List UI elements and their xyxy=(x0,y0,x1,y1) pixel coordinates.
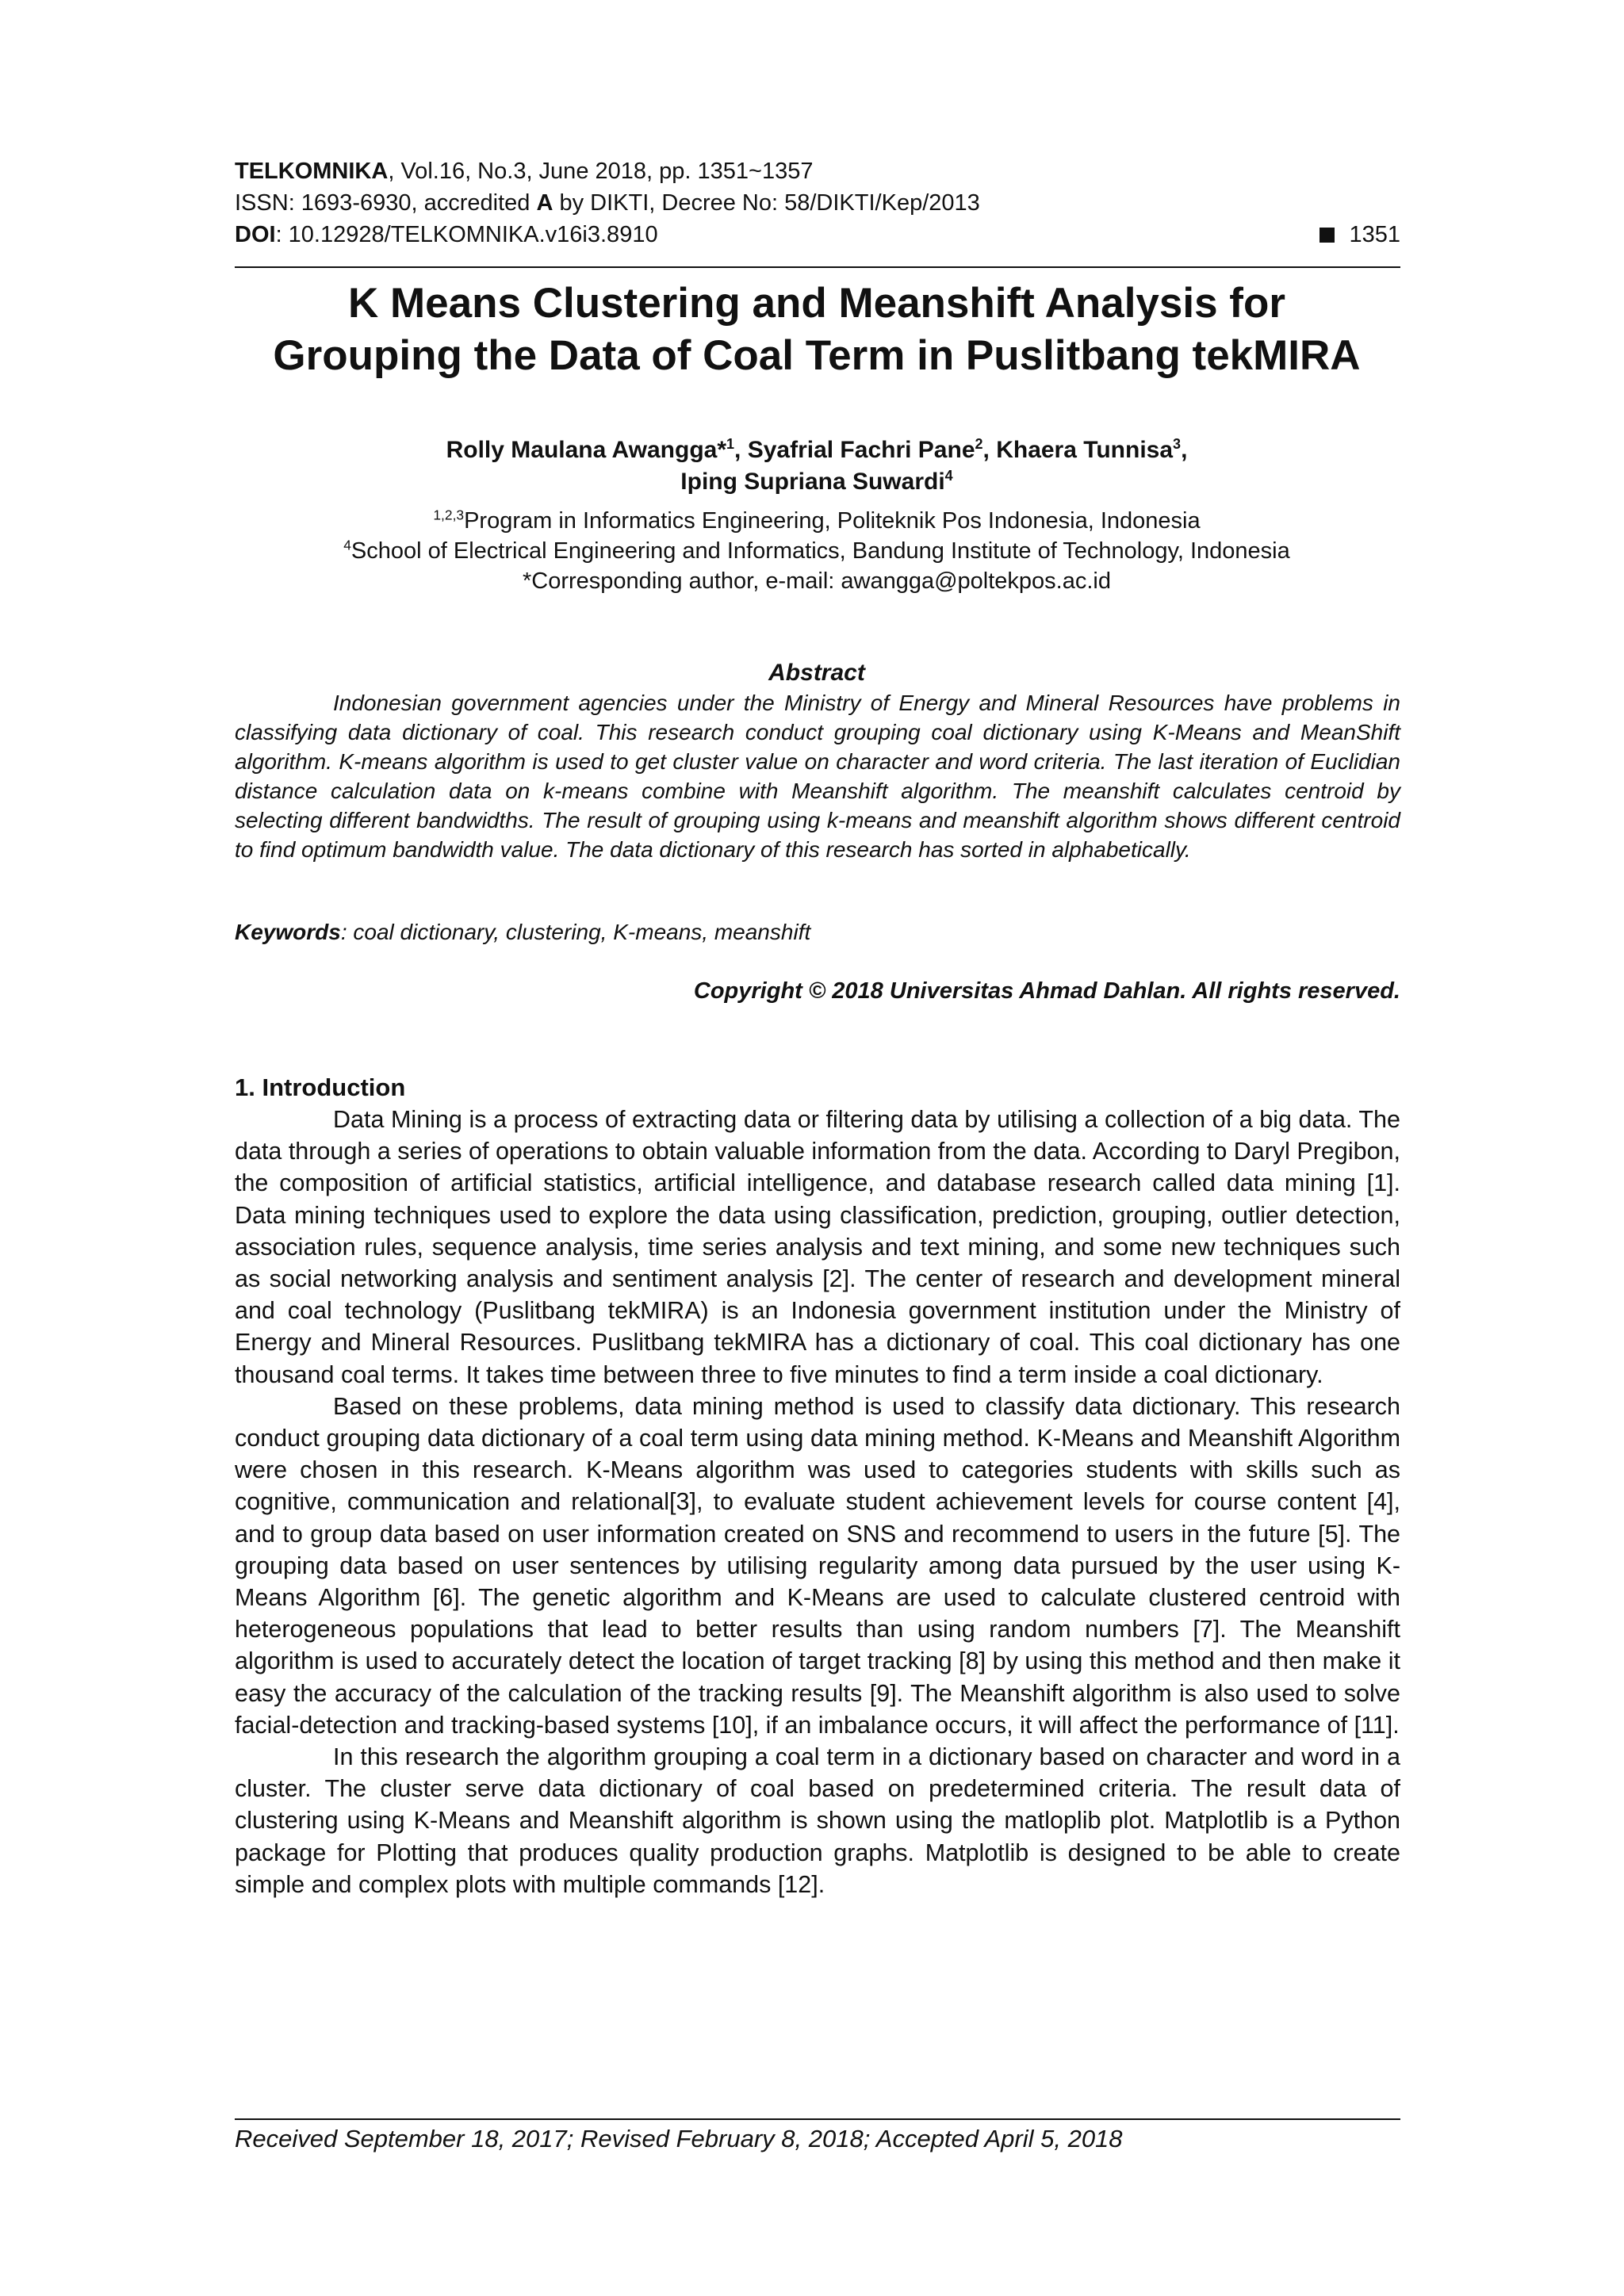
running-header xyxy=(235,155,1400,251)
author-line-1 xyxy=(198,434,1435,466)
affiliation-1-text: Program in Informatics Engineering, Politeknik Pos Indonesia, Indonesia xyxy=(464,508,1201,534)
affiliation-2 xyxy=(198,536,1435,566)
paper-title xyxy=(198,277,1435,382)
keywords-label: Keywords xyxy=(235,920,341,944)
title-line-1: K Means Clustering and Meanshift Analysis for xyxy=(348,280,1285,327)
introduction-body xyxy=(235,1104,1400,1900)
issn-line xyxy=(235,187,1400,219)
journal-citation-line xyxy=(235,155,1400,187)
paragraph-3: In this research the algorithm grouping a coal term in a dictionary based on character and word in a cluster. The cluster serve data dictionary of coal based on predetermined criteria. The result data of clustering using K-Means and Meanshift algorithm is shown using the matloplib plot. Matplotlib is a Python package for Plotting that produces quality production graphs. Matplotlib is designed to be able to create simple and complex plots with multiple commands [12]. xyxy=(235,1743,1400,1898)
paragraph-1: Data Mining is a process of extracting data or filtering data by utilising a collection of a big data. The data through a series of operations to obtain valuable information from the data. According to Daryl Pregibon, the composition of artificial statistics, artificial intelligence, and database research called data mining [1]. Data mining techniques used to explore the data using classification, prediction, grouping, outlier detection, association rules, sequence analysis, time series analysis and text mining, and some new techniques such as social networking analysis and sentiment analysis [2]. The center of research and development mineral and coal technology (Puslitbang tekMIRA) is an Indonesia government institution under the Ministry of Energy and Mineral Resources. Puslitbang tekMIRA has a dictionary of coal. This coal dictionary has one thousand coal terms. It takes time between three to five minutes to find a term inside a coal dictionary. xyxy=(235,1106,1400,1388)
author-1: Rolly Maulana Awangga* xyxy=(446,437,727,463)
author-2-sup: 2 xyxy=(975,436,983,452)
doi-line xyxy=(235,219,1400,251)
doi xyxy=(235,219,658,251)
author-3: , Khaera Tunnisa xyxy=(982,437,1174,463)
accreditation-grade: A xyxy=(536,190,553,216)
author-3-comma: , xyxy=(1181,437,1188,463)
square-bullet-icon xyxy=(1320,228,1335,243)
header-rule xyxy=(235,266,1400,268)
footer-rule xyxy=(235,2118,1400,2120)
issn-value: : 1693-6930, accredited xyxy=(288,190,537,216)
affiliations xyxy=(198,506,1435,596)
author-1-sup: 1 xyxy=(726,436,735,452)
received-dates: Received September 18, 2017; Revised February 8, 2018; Accepted April 5, 2018 xyxy=(235,2125,1123,2152)
keywords-value: : coal dictionary, clustering, K-means, meanshift xyxy=(340,920,811,944)
author-2: , Syafrial Fachri Pane xyxy=(734,437,975,463)
doi-value: : 10.12928/TELKOMNIKA.v16i3.8910 xyxy=(275,222,658,247)
author-4-sup: 4 xyxy=(944,468,953,484)
keywords xyxy=(235,920,1400,945)
journal-name: TELKOMNIKA xyxy=(235,159,389,184)
corresponding-author: *Corresponding author, e-mail: awangga@poltekpos.ac.id xyxy=(523,568,1111,594)
issn-label: ISSN xyxy=(235,190,289,216)
affiliation-1 xyxy=(198,506,1435,536)
journal-citation: , Vol.16, No.3, June 2018, pp. 1351~1357 xyxy=(388,159,814,184)
section-heading-introduction: 1. Introduction xyxy=(235,1073,406,1101)
paragraph-2: Based on these problems, data mining method is used to classify data dictionary. This research conduct grouping data dictionary of a coal term using data mining method. K-Means and Meanshift Algorithm were chosen in this research. K-Means algorithm was used to categories students with skills such as cognitive, communication and relational[3], to evaluate student achievement levels for course content [4], and to group data based on user information created on SNS and recommend to users in the future [5]. The grouping data based on user sentences by utilising regularity among data pursued by the user using K-Means Algorithm [6]. The genetic algorithm and K-Means are used to calculate clustered centroid with heterogeneous populations that lead to better results than using random numbers [7]. The Meanshift algorithm is used to accurately detect the location of target tracking [8] by using this method and then make it easy the accuracy of the calculation of the tracking results [9]. The Meanshift algorithm is also used to solve facial-detection and tracking-based systems [10], if an imbalance occurs, it will affect the performance of [11]. xyxy=(235,1392,1400,1739)
abstract-text: Indonesian government agencies under the Ministry of Energy and Mineral Resources have problems in classifying data dictionary of coal. This research conduct grouping coal dictionary using K-Means and MeanShift algorithm. K-means algorithm is used to get cluster value on character and word criteria. The last iteration of Euclidian distance calculation data on k-means combine with Meanshift algorithm. The meanshift calculates centroid by selecting different bandwidths. The result of grouping using k-means and meanshift algorithm shows different centroid to find optimum bandwidth value. The data dictionary of this research has sorted in alphabetically. xyxy=(235,691,1400,862)
affiliation-2-text: School of Electrical Engineering and Informatics, Bandung Institute of Technology, Indonesia xyxy=(350,538,1290,564)
author-list xyxy=(198,434,1435,498)
affiliation-1-sup: 1,2,3 xyxy=(433,507,465,523)
page-number-block xyxy=(1320,219,1400,251)
title-line-2: Grouping the Data of Coal Term in Puslitbang tekMIRA xyxy=(273,332,1361,379)
copyright-notice: Copyright © 2018 Universitas Ahmad Dahlan. All rights reserved. xyxy=(693,978,1400,1004)
accreditation-text: by DIKTI, Decree No: 58/DIKTI/Kep/2013 xyxy=(553,190,980,216)
author-line-2 xyxy=(198,466,1435,498)
author-4: Iping Supriana Suwardi xyxy=(680,469,945,495)
abstract-heading: Abstract xyxy=(768,660,865,686)
doi-label: DOI xyxy=(235,222,276,247)
author-3-sup: 3 xyxy=(1173,436,1182,452)
affiliation-2-sup: 4 xyxy=(343,537,351,553)
page-number: 1351 xyxy=(1349,222,1400,247)
